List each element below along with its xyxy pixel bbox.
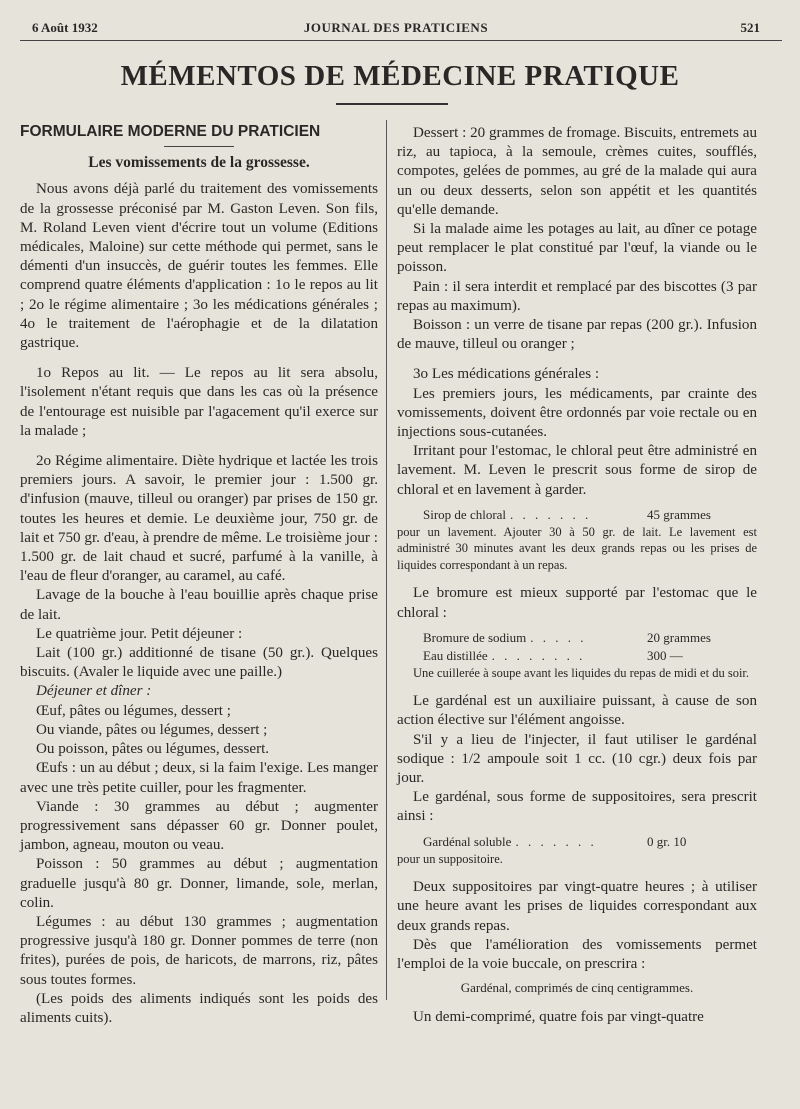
- column-divider: [386, 120, 387, 1000]
- menu-line: Ou viande, pâtes ou légumes, dessert ;: [36, 721, 268, 738]
- poids-note: (Les poids des aliments indiqués sont les poids des aliments cuits).: [20, 990, 378, 1026]
- comprimes-line: Gardénal, comprimés de cinq centigrammes.: [460, 980, 694, 996]
- header-rule: [20, 40, 782, 41]
- boisson-paragraph: Boisson : un verre de tisane par repas (200 gr.). Infusion de mauve, tilleul ou oranger ;: [397, 317, 757, 353]
- prescription-note: pour un suppositoire.: [397, 851, 503, 866]
- dessert-paragraph: Dessert : 20 grammes de fromage. Biscuits, entremets au riz, au tapioca, à la semoule, crèmes cuites, soufflés, compotes, gelées de pommes, au gré de la malade qui aura un ou deux desserts, selon son appétit et les quantités qu'elle demande.: [397, 125, 757, 218]
- prescription-note: pour un lavement. Ajouter 30 à 50 gr. de lait. Le lavement est administré 30 minutes avant les deux grands repas ou les prises de liquides correspondant à un repas.: [397, 524, 757, 572]
- running-header: [32, 20, 760, 42]
- repos-paragraph: 1o Repos au lit. — Le repos au lit sera absolu, l'isolement n'étant requis que dans les cas où la présence de l'entourage est nuisible par l'agacement qu'il exerce sur la malade ;: [20, 365, 378, 439]
- article-subtitle: Les vomissements de la grossesse.: [88, 154, 310, 172]
- header-journal: JOURNAL DES PRATICIENS: [303, 20, 489, 35]
- section-rule: [164, 146, 234, 147]
- medications-heading: 3o Les médications générales :: [413, 366, 600, 383]
- prescription-line: Eau distillée . . . . . . . . 300 —: [423, 647, 683, 663]
- quatrieme-jour: Le quatrième jour. Petit déjeuner :: [36, 625, 243, 642]
- header-page-number: 521: [740, 20, 760, 35]
- header-date: 6 Août 1932: [32, 20, 98, 35]
- prescription-line: Bromure de sodium . . . . . 20 grammes: [423, 629, 711, 645]
- menu-line: Œuf, pâtes ou légumes, dessert ;: [36, 702, 231, 719]
- pain-paragraph: Pain : il sera interdit et remplacé par des biscottes (3 par repas au maximum).: [397, 278, 757, 314]
- prescription-note: Une cuillerée à soupe avant les liquides du repas de midi et du soir.: [413, 665, 750, 680]
- poisson-paragraph: Poisson : 50 grammes au début ; augmentation graduelle jusqu'à 80 gr. Donner, limande, sole, merlan, colin.: [20, 856, 378, 911]
- lait-paragraph: Lait (100 gr.) additionné de tisane (50 gr.). Quelques biscuits. (Avaler le liquide avec une paille.): [20, 645, 378, 681]
- final-paragraph: Un demi-comprimé, quatre fois par vingt-quatre: [413, 1009, 704, 1026]
- prescription-line: Sirop de chloral . . . . . . . 45 grammes: [423, 506, 711, 522]
- lavage-paragraph: Lavage de la bouche à l'eau bouillie après chaque prise de lait.: [20, 587, 378, 623]
- intro-paragraph: Nous avons déjà parlé du traitement des vomissements de la grossesse préconisé par M. Gaston Leven. Son fils, M. Roland Leven vient d'écrire tout un volume (Editions médicales, Maloine) sur cette méthode qui permet, sans le démenti d'un insuccès, de guérir toutes les femmes. Elle comprend quatre éléments d'application : 1o le repos au lit ; 2o le régime alimentaire ; 3o les médications générales ; 4o le traitement de l'aérophagie et de la dilatation gastrique.: [20, 181, 378, 352]
- chloral-paragraph: Irritant pour l'estomac, le chloral peut être administré en lavement. M. Leven le prescrit sous forme de sirop de chloral et en lavement à garder.: [397, 443, 757, 498]
- section-heading: FORMULAIRE MODERNE DU PRATICIEN: [20, 123, 321, 140]
- menu-line: Ou poisson, pâtes ou légumes, dessert.: [36, 741, 270, 758]
- bromure-paragraph: Le bromure est mieux supporté par l'estomac que le chloral :: [397, 585, 757, 621]
- potages-paragraph: Si la malade aime les potages au lait, au dîner ce potage peut remplacer le plat constitué par l'œuf, la viande ou le poisson.: [397, 221, 757, 276]
- suppositoire-paragraph: Le gardénal, sous forme de suppositoires, sera prescrit ainsi :: [397, 789, 757, 825]
- voie-buccale-paragraph: Dès que l'amélioration des vomissements permet l'emploi de la voie buccale, on prescrira :: [397, 936, 757, 972]
- viande-paragraph: Viande : 30 grammes au début ; augmenter progressivement sans dépasser 60 gr. Donner poulet, jambon, agneau, mouton ou veau.: [20, 798, 378, 854]
- page-title: MÉMENTOS DE MÉDECINE PRATIQUE: [120, 60, 680, 92]
- injection-paragraph: S'il y a lieu de l'injecter, il faut utiliser le gardénal sodique : 1/2 ampoule soit 1 cc. (10 cgr.) deux fois par jour.: [397, 731, 757, 787]
- regime-paragraph: 2o Régime alimentaire. Diète hydrique et lactée les trois premiers jours. A savoir, le premier jour : 1.500 gr. d'infusion (mauve, tilleul ou oranger) par prises de 150 gr. toutes les heures et demie. Le deuxième jour, 750 gr. de lait et 750 gr. d'eau, à prendre de même. Le troisième jour : 1.500 gr. de lait chaud et sucré, parfumé à la vanille, à l'eau de fleur d'oranger, au caramel, au café.: [20, 453, 378, 585]
- dejeuner-heading: Déjeuner et dîner :: [36, 683, 152, 700]
- medications-paragraph: Les premiers jours, les médicaments, par crainte des vomissements, doivent être ordonnés par voie rectale ou en injections sous-cutanées.: [397, 385, 757, 441]
- right-column: [397, 124, 757, 1028]
- prescription-line: Gardénal soluble . . . . . . . 0 gr. 10: [423, 833, 687, 849]
- left-column: [20, 118, 378, 1028]
- gardenal-paragraph: Le gardénal est un auxiliaire puissant, à cause de son action élective sur l'élément angoisse.: [397, 693, 757, 729]
- dosage-paragraph: Deux suppositoires par vingt-quatre heures ; à utiliser une heure avant les prises de liquides correspondant aux deux grands repas.: [397, 879, 757, 934]
- oeufs-paragraph: Œufs : un au début ; deux, si la faim l'exige. Les manger avec une très petite cuiller, pour les fragmenter.: [20, 760, 378, 796]
- title-rule: [336, 103, 448, 105]
- legumes-paragraph: Légumes : au début 130 grammes ; augmentation progressive jusqu'à 180 gr. Donner pommes de terre (non frites), purées de pois, de haricots, de marrons, riz, pâtes sous toutes formes.: [20, 913, 378, 988]
